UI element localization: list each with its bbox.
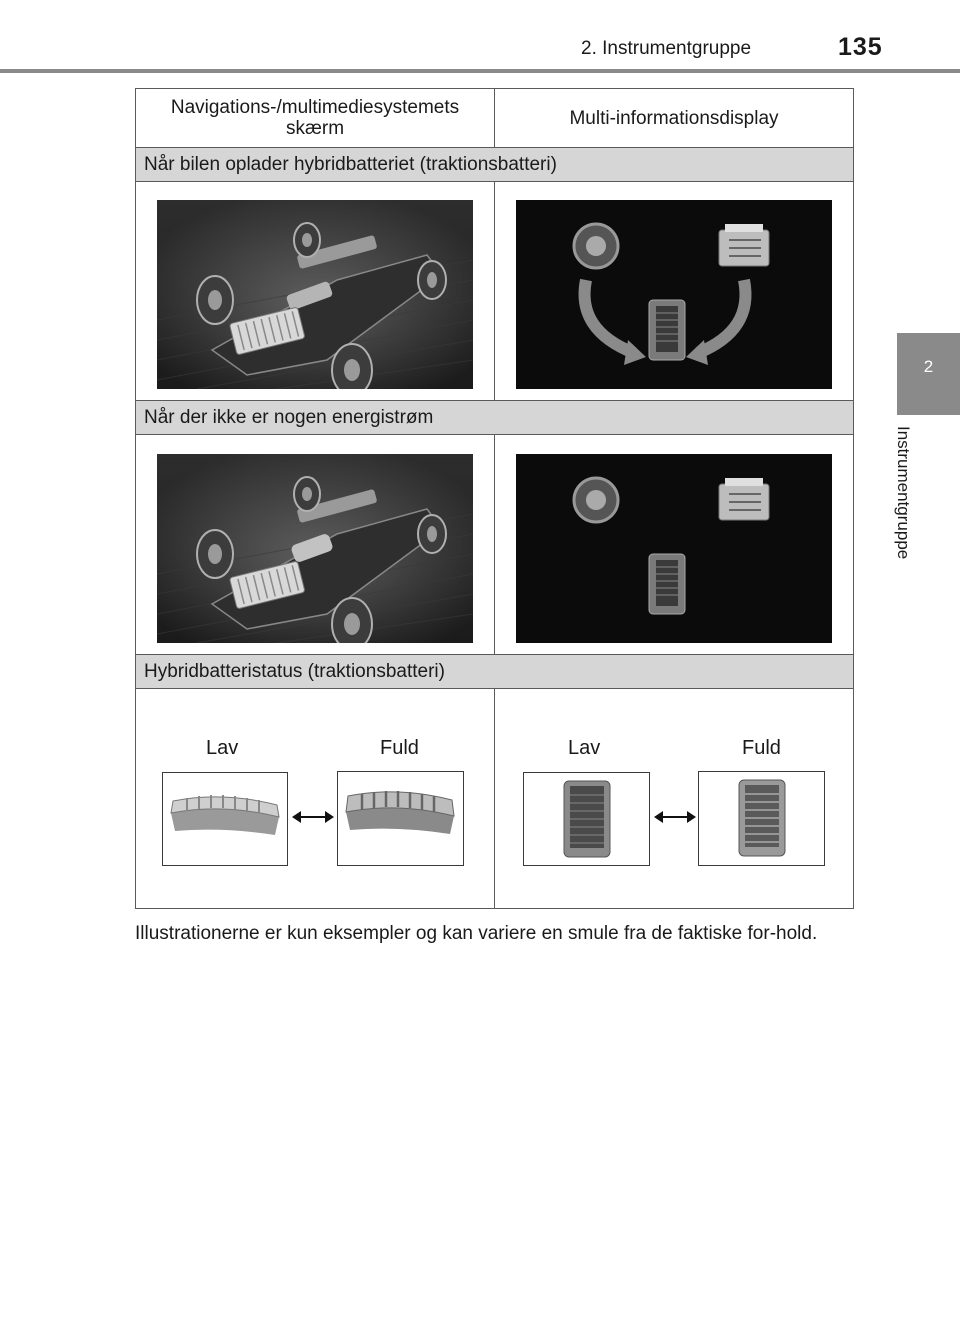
chapter-tab bbox=[897, 333, 960, 415]
row-title-battery-status: Hybridbatteristatus (traktionsbatteri) bbox=[136, 655, 853, 689]
status-label-full-mid: Fuld bbox=[742, 737, 781, 759]
section-title: 2. Instrumentgruppe bbox=[581, 38, 752, 59]
header-divider bbox=[0, 69, 960, 73]
battery-full-multi-info-icon bbox=[698, 771, 825, 866]
display-table bbox=[135, 88, 854, 909]
page-number: 135 bbox=[838, 33, 883, 61]
battery-low-nav-icon bbox=[162, 772, 288, 866]
row-title-no-energy-flow: Når der ikke er nogen energistrøm bbox=[136, 401, 853, 435]
column-header-navigation: Navigations-/multimediesystemets skærm bbox=[170, 97, 460, 139]
status-label-low-mid: Lav bbox=[568, 737, 601, 759]
double-arrow-icon bbox=[654, 809, 696, 825]
chapter-label-text: Instrumentgruppe bbox=[894, 426, 913, 560]
status-label-full-nav: Fuld bbox=[380, 737, 419, 759]
energy-flow-display-charging bbox=[516, 200, 832, 389]
chapter-side-label bbox=[896, 426, 930, 586]
column-divider bbox=[494, 689, 495, 908]
car-energy-image-charging bbox=[157, 200, 473, 389]
status-label-low-nav: Lav bbox=[206, 737, 239, 759]
chapter-number: 2 bbox=[923, 357, 934, 376]
energy-flow-display-idle bbox=[516, 454, 832, 643]
battery-low-multi-info-icon bbox=[523, 772, 650, 866]
column-divider bbox=[494, 435, 495, 654]
illustration-note: Illustrationerne er kun eksempler og kan variere en smule fra de faktiske for-hold. bbox=[135, 923, 818, 944]
row-title-charging: Når bilen oplader hybridbatteriet (traktionsbatteri) bbox=[136, 148, 853, 182]
column-divider bbox=[494, 182, 495, 400]
header-divider-vertical bbox=[494, 89, 495, 147]
car-energy-image-idle bbox=[157, 454, 473, 643]
battery-full-nav-icon bbox=[337, 771, 464, 866]
double-arrow-icon bbox=[292, 809, 334, 825]
column-header-multi-info: Multi-informationsdisplay bbox=[569, 107, 779, 129]
